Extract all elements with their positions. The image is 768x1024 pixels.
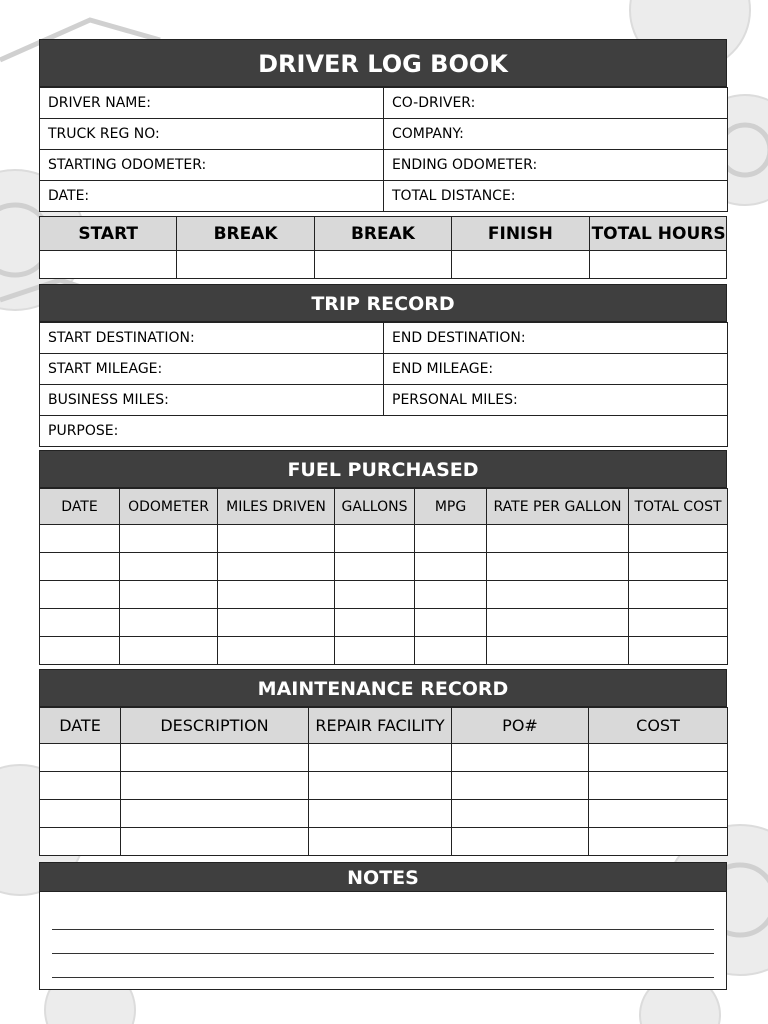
company-field[interactable]: COMPANY:: [384, 119, 728, 150]
table-row: [40, 800, 728, 828]
ending-odometer-field[interactable]: ENDING ODOMETER:: [384, 150, 728, 181]
maintenance-record-title: MAINTENANCE RECORD: [39, 669, 727, 707]
driver-name-field[interactable]: DRIVER NAME:: [40, 88, 384, 119]
table-cell[interactable]: [120, 553, 218, 581]
time-section: [39, 216, 727, 279]
table-cell[interactable]: [121, 772, 309, 800]
column-header: RATE PER GALLON: [487, 489, 629, 525]
fuel-table: [39, 488, 728, 665]
total-distance-field[interactable]: TOTAL DISTANCE:: [384, 181, 728, 212]
table-cell[interactable]: [121, 828, 309, 856]
table-cell[interactable]: [487, 553, 629, 581]
table-cell[interactable]: [309, 772, 452, 800]
table-row: [40, 637, 728, 665]
table-cell[interactable]: [40, 637, 120, 665]
table-row: [40, 251, 727, 279]
table-cell[interactable]: [487, 581, 629, 609]
column-header: DATE: [40, 708, 121, 744]
table-cell[interactable]: [335, 609, 415, 637]
table-cell[interactable]: [218, 553, 335, 581]
table-cell[interactable]: [629, 553, 728, 581]
column-header: BREAK: [314, 217, 451, 251]
truck-reg-field[interactable]: TRUCK REG NO:: [40, 119, 384, 150]
table-cell[interactable]: [309, 828, 452, 856]
purpose-field[interactable]: PURPOSE:: [40, 416, 728, 447]
table-cell[interactable]: [589, 772, 728, 800]
table-cell[interactable]: [40, 553, 120, 581]
table-cell[interactable]: [218, 581, 335, 609]
note-line: [52, 977, 714, 978]
table-cell[interactable]: [120, 525, 218, 553]
driver-info-table: [39, 87, 728, 212]
table-row: [40, 385, 728, 416]
co-driver-field[interactable]: CO-DRIVER:: [384, 88, 728, 119]
table-row: [40, 88, 728, 119]
table-cell[interactable]: [629, 525, 728, 553]
table-header-row: [40, 489, 728, 525]
fuel-purchased-title: FUEL PURCHASED: [39, 450, 727, 488]
table-cell[interactable]: [629, 581, 728, 609]
start-mileage-field[interactable]: START MILEAGE:: [40, 354, 384, 385]
time-table: [39, 216, 727, 279]
table-row: [40, 581, 728, 609]
column-header: START: [40, 217, 177, 251]
table-cell[interactable]: [415, 553, 487, 581]
column-header: ODOMETER: [120, 489, 218, 525]
table-cell[interactable]: [218, 609, 335, 637]
column-header: FINISH: [452, 217, 589, 251]
column-header: TOTAL HOURS: [589, 217, 726, 251]
table-cell[interactable]: [452, 772, 589, 800]
table-cell[interactable]: [487, 609, 629, 637]
table-row: [40, 354, 728, 385]
table-cell[interactable]: [121, 800, 309, 828]
start-destination-field[interactable]: START DESTINATION:: [40, 323, 384, 354]
break-time-cell[interactable]: [177, 251, 314, 279]
table-cell[interactable]: [589, 800, 728, 828]
table-cell[interactable]: [415, 525, 487, 553]
column-header: COST: [589, 708, 728, 744]
column-header: TOTAL COST: [629, 489, 728, 525]
table-cell[interactable]: [452, 800, 589, 828]
table-cell[interactable]: [629, 637, 728, 665]
date-field[interactable]: DATE:: [40, 181, 384, 212]
business-miles-field[interactable]: BUSINESS MILES:: [40, 385, 384, 416]
table-cell[interactable]: [120, 581, 218, 609]
notes-section: [39, 862, 727, 990]
start-time-cell[interactable]: [40, 251, 177, 279]
trip-record-table: [39, 322, 728, 447]
table-cell[interactable]: [589, 744, 728, 772]
table-cell[interactable]: [120, 637, 218, 665]
table-row: [40, 323, 728, 354]
table-cell[interactable]: [335, 581, 415, 609]
maintenance-record-section: [39, 669, 727, 856]
column-header: DATE: [40, 489, 120, 525]
table-cell[interactable]: [309, 744, 452, 772]
notes-title: NOTES: [39, 862, 727, 892]
table-cell[interactable]: [309, 800, 452, 828]
note-line: [52, 953, 714, 954]
column-header: BREAK: [177, 217, 314, 251]
column-header: DESCRIPTION: [121, 708, 309, 744]
table-row: [40, 744, 728, 772]
table-cell[interactable]: [40, 581, 120, 609]
end-destination-field[interactable]: END DESTINATION:: [384, 323, 728, 354]
table-cell[interactable]: [335, 525, 415, 553]
end-mileage-field[interactable]: END MILEAGE:: [384, 354, 728, 385]
driver-info-section: [39, 39, 727, 212]
table-row: [40, 609, 728, 637]
finish-time-cell[interactable]: [452, 251, 589, 279]
table-row: [40, 119, 728, 150]
table-cell[interactable]: [40, 609, 120, 637]
table-cell[interactable]: [40, 828, 121, 856]
note-line: [52, 929, 714, 930]
break-time-cell[interactable]: [314, 251, 451, 279]
table-header-row: [40, 217, 727, 251]
table-cell[interactable]: [487, 637, 629, 665]
table-row: [40, 525, 728, 553]
table-row: [40, 828, 728, 856]
page-title: DRIVER LOG BOOK: [39, 39, 727, 87]
table-cell[interactable]: [629, 609, 728, 637]
maintenance-table: [39, 707, 728, 856]
table-cell[interactable]: [218, 637, 335, 665]
table-cell[interactable]: [415, 581, 487, 609]
table-cell[interactable]: [120, 609, 218, 637]
notes-area[interactable]: [39, 892, 727, 990]
starting-odometer-field[interactable]: STARTING ODOMETER:: [40, 150, 384, 181]
table-row: [40, 150, 728, 181]
column-header: REPAIR FACILITY: [309, 708, 452, 744]
trip-record-section: [39, 284, 727, 447]
table-row: [40, 553, 728, 581]
trip-record-title: TRIP RECORD: [39, 284, 727, 322]
column-header: MILES DRIVEN: [218, 489, 335, 525]
table-cell[interactable]: [452, 828, 589, 856]
table-cell[interactable]: [40, 525, 120, 553]
table-cell[interactable]: [415, 609, 487, 637]
column-header: GALLONS: [335, 489, 415, 525]
table-row: [40, 416, 728, 447]
table-cell[interactable]: [335, 637, 415, 665]
table-cell[interactable]: [40, 744, 121, 772]
column-header: PO#: [452, 708, 589, 744]
table-cell[interactable]: [589, 828, 728, 856]
personal-miles-field[interactable]: PERSONAL MILES:: [384, 385, 728, 416]
table-row: [40, 772, 728, 800]
total-hours-cell[interactable]: [589, 251, 726, 279]
table-cell[interactable]: [121, 744, 309, 772]
table-header-row: [40, 708, 728, 744]
table-cell[interactable]: [335, 553, 415, 581]
table-row: [40, 181, 728, 212]
table-cell[interactable]: [487, 525, 629, 553]
column-header: MPG: [415, 489, 487, 525]
fuel-purchased-section: [39, 450, 727, 665]
table-cell[interactable]: [40, 800, 121, 828]
table-cell[interactable]: [415, 637, 487, 665]
table-cell[interactable]: [40, 772, 121, 800]
table-cell[interactable]: [452, 744, 589, 772]
table-cell[interactable]: [218, 525, 335, 553]
